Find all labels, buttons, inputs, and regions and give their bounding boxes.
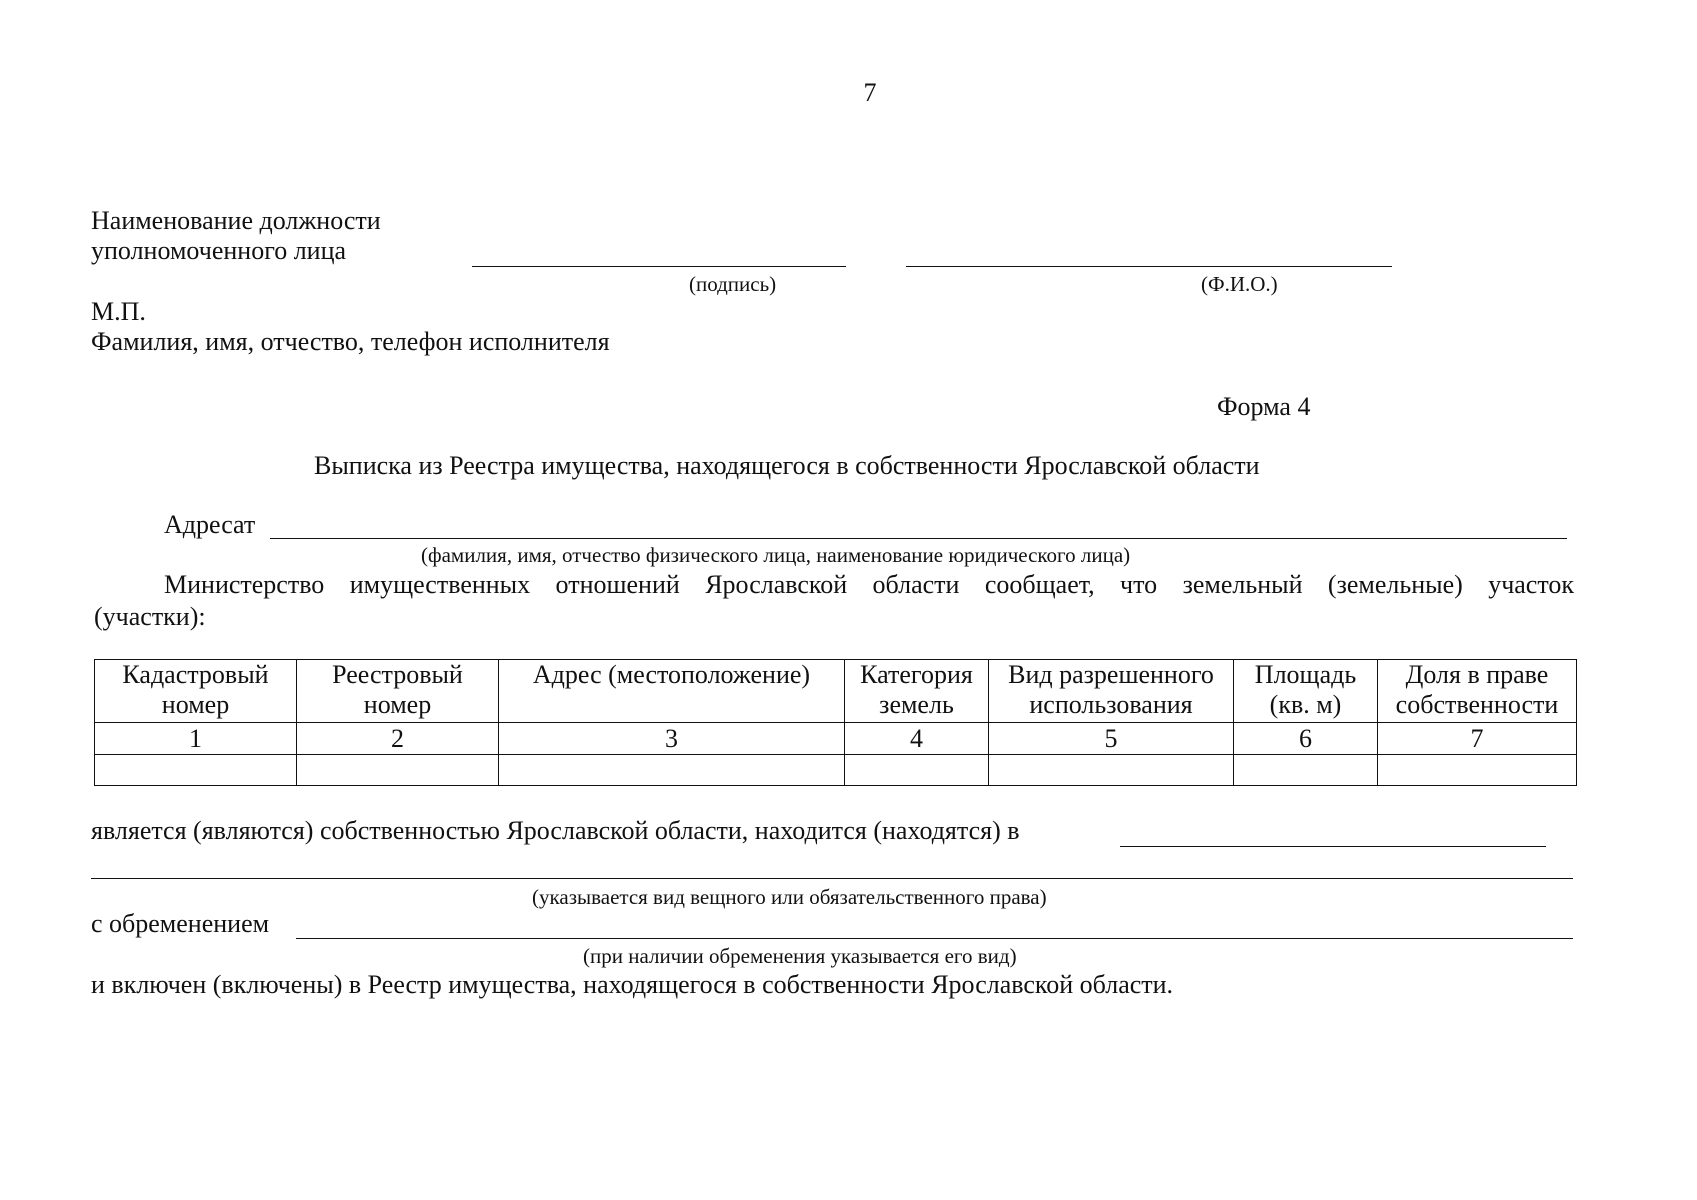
- fio-caption: (Ф.И.О.): [1201, 272, 1278, 296]
- column-number: 5: [989, 723, 1234, 755]
- signature-line: [472, 266, 846, 267]
- ownership-text: является (являются) собственностью Ярославской области, находится (находятся) в: [91, 816, 1020, 845]
- encumbrance-field-line: [296, 938, 1573, 939]
- form-label: Форма 4: [1217, 392, 1311, 421]
- empty-cell[interactable]: [95, 755, 297, 786]
- right-type-field-line: [91, 878, 1573, 879]
- page-number: 7: [863, 78, 877, 107]
- header-ownership-share: Доля в праве собственности: [1378, 660, 1577, 723]
- empty-cell[interactable]: [1378, 755, 1577, 786]
- intro-text-line2: (участки):: [94, 602, 206, 631]
- header-permitted-use: Вид разрешенного использования: [989, 660, 1234, 723]
- position-title-line1: Наименование должности: [91, 206, 381, 235]
- ownership-field-line: [1120, 846, 1546, 847]
- column-number: 7: [1378, 723, 1577, 755]
- intro-text-line1: Министерство имущественных отношений Ярославской области сообщает, что земельный (земельные) участок: [164, 570, 1574, 599]
- encumbrance-caption: (при наличии обременения указывается его вид): [583, 944, 1017, 968]
- column-number-row: [95, 723, 1577, 755]
- empty-cell[interactable]: [989, 755, 1234, 786]
- header-registry-number: Реестровый номер: [297, 660, 499, 723]
- empty-cell[interactable]: [297, 755, 499, 786]
- stamp-label: М.П.: [91, 297, 146, 326]
- closing-text: и включен (включены) в Реестр имущества, находящегося в собственности Ярославской области.: [91, 970, 1174, 999]
- addressee-caption: (фамилия, имя, отчество физического лица, наименование юридического лица): [421, 543, 1131, 567]
- form-title: Выписка из Реестра имущества, находящегося в собственности Ярославской области: [314, 451, 1260, 480]
- empty-cell[interactable]: [1234, 755, 1378, 786]
- column-number: 1: [95, 723, 297, 755]
- table-header-row: [95, 660, 1577, 723]
- column-number: 2: [297, 723, 499, 755]
- signature-caption: (подпись): [689, 272, 777, 296]
- addressee-field-line: [270, 538, 1567, 539]
- right-type-caption: (указывается вид вещного или обязательственного права): [532, 885, 1047, 909]
- encumbrance-label: с обременением: [91, 909, 270, 938]
- fio-line: [906, 266, 1392, 267]
- addressee-label: Адресат: [164, 510, 256, 539]
- position-title-line2: уполномоченного лица: [91, 236, 347, 265]
- header-area: Площадь (кв. м): [1234, 660, 1378, 723]
- header-address: Адрес (местоположение): [499, 660, 845, 723]
- table-row: [95, 755, 1577, 786]
- column-number: 3: [499, 723, 845, 755]
- column-number: 6: [1234, 723, 1378, 755]
- column-number: 4: [845, 723, 989, 755]
- header-land-category: Категория земель: [845, 660, 989, 723]
- registry-table: [94, 659, 1577, 786]
- empty-cell[interactable]: [499, 755, 845, 786]
- executor-label: Фамилия, имя, отчество, телефон исполнителя: [91, 327, 610, 356]
- header-cadastral-number: Кадастровый номер: [95, 660, 297, 723]
- empty-cell[interactable]: [845, 755, 989, 786]
